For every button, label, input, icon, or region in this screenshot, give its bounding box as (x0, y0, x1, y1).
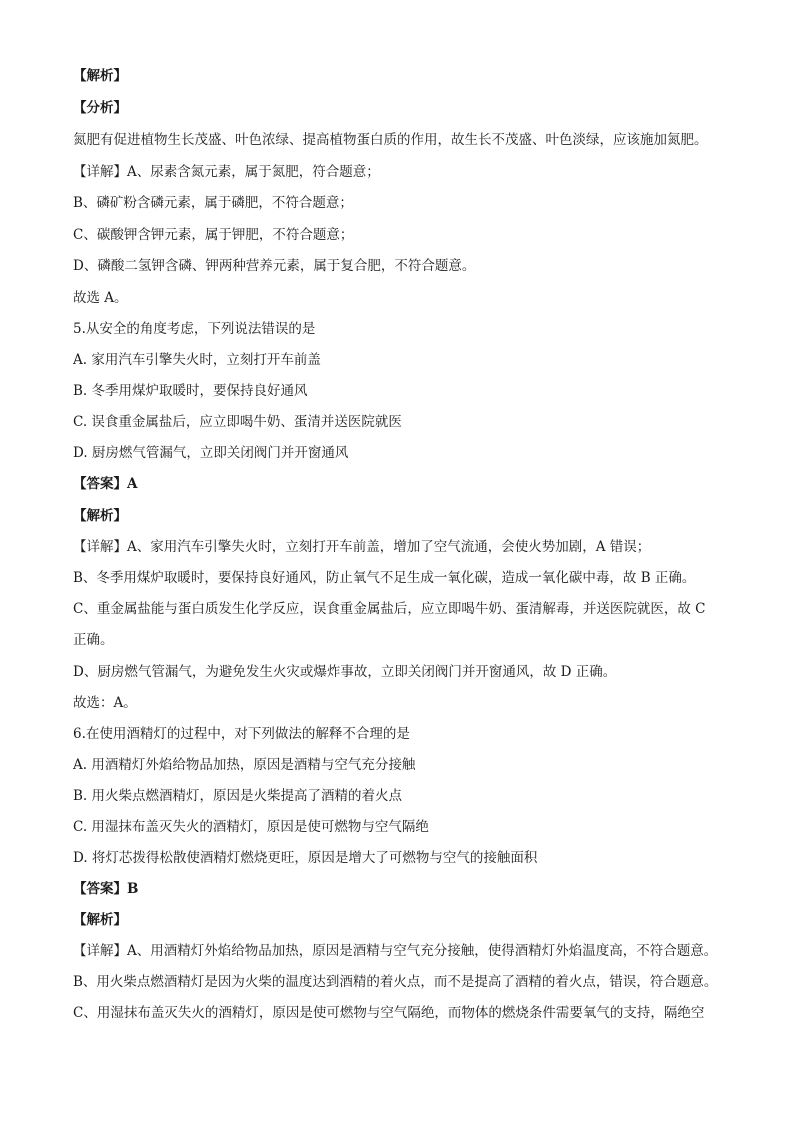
paragraph-line: C、碳酸钾含钾元素，属于钾肥，不符合题意； (73, 227, 354, 243)
question-6-stem: 6.在使用酒精灯的过程中，对下列做法的解释不合理的是 (73, 726, 410, 742)
paragraph-line: 【详解】A、家用汽车引擎失火时，立刻打开车前盖，增加了空气流通，会使火势加剧，A 错误； (73, 539, 651, 555)
question-5-option-a: A. 家用汽车引擎失火时，立刻打开车前盖 (73, 352, 321, 368)
section-label-reasoning: 【分析】 (73, 100, 127, 116)
paragraph-line: B、用火柴点燃酒精灯是因为火柴的温度达到酒精的着火点，而不是提高了酒精的着火点，错误，符合题意。 (73, 974, 718, 990)
paragraph-line: 正确。 (73, 632, 114, 648)
paragraph-line: 故选 A。 (73, 290, 128, 306)
question-5-option-b: B. 冬季用煤炉取暖时，要保持良好通风 (73, 383, 308, 399)
question-5-option-c: C. 误食重金属盐后，应立即喝牛奶、蛋清并送医院就医 (73, 414, 402, 430)
section-label-analysis: 【解析】 (73, 912, 127, 928)
paragraph-line: B、冬季用煤炉取暖时，要保持良好通风，防止氧气不足生成一氧化碳，造成一氧化碳中毒，故 B 正确。 (73, 570, 696, 586)
question-5-option-d: D. 厨房燃气管漏气，立即关闭阀门并开窗通风 (73, 445, 349, 461)
answer-label: 【答案】A (73, 476, 138, 492)
section-label-analysis: 【解析】 (73, 68, 127, 84)
paragraph-line: D、厨房燃气管漏气，为避免发生火灾或爆炸事故，立即关闭阀门并开窗通风，故 D 正确。 (73, 664, 617, 680)
question-6-option-b: B. 用火柴点燃酒精灯，原因是火柴提高了酒精的着火点 (73, 788, 403, 804)
question-6-option-c: C. 用湿抹布盖灭失火的酒精灯，原因是使可燃物与空气隔绝 (73, 819, 429, 835)
paragraph-line: 故选：A。 (73, 695, 137, 711)
paragraph-line: 【详解】A、尿素含氮元素，属于氮肥，符合题意； (73, 164, 380, 180)
section-label-analysis: 【解析】 (73, 508, 127, 524)
question-6-option-a: A. 用酒精灯外焰给物品加热，原因是酒精与空气充分接触 (73, 757, 416, 773)
paragraph-line: C、用湿抹布盖灭失火的酒精灯，原因是使可燃物与空气隔绝，而物体的燃烧条件需要氧气的支持，隔绝空 (73, 1005, 705, 1021)
question-6-option-d: D. 将灯芯拨得松散使酒精灯燃烧更旺，原因是增大了可燃物与空气的接触面积 (73, 850, 538, 866)
paragraph-line: B、磷矿粉含磷元素，属于磷肥，不符合题意； (73, 195, 353, 211)
paragraph-line: 氮肥有促进植物生长茂盛、叶色浓绿、提高植物蛋白质的作用，故生长不茂盛、叶色淡绿，应该施加氮肥。 (73, 132, 708, 148)
question-5-stem: 5.从安全的角度考虑，下列说法错误的是 (73, 321, 316, 337)
paragraph-line: D、磷酸二氢钾含磷、钾两种营养元素，属于复合肥，不符合题意。 (73, 258, 476, 274)
paragraph-line: C、重金属盐能与蛋白质发生化学反应，误食重金属盐后，应立即喝牛奶、蛋清解毒，并送医院就医，故 C (73, 601, 706, 617)
paragraph-line: 【详解】A、用酒精灯外焰给物品加热，原因是酒精与空气充分接触，使得酒精灯外焰温度高，不符合题意。 (73, 943, 718, 959)
answer-label: 【答案】B (73, 881, 139, 897)
